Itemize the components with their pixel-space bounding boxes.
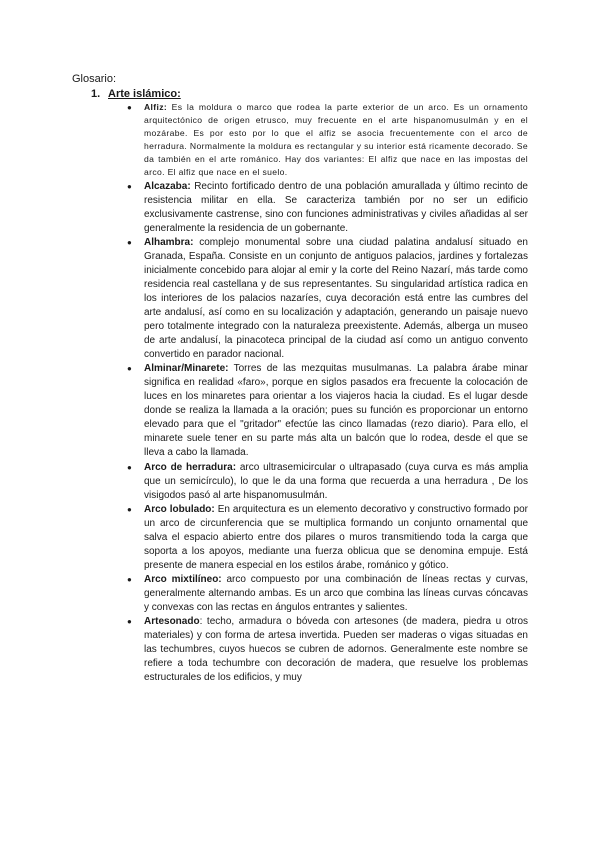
section-title: Arte islámico: — [108, 88, 181, 100]
entry-term: Alfiz: — [144, 102, 168, 112]
entry-text: Torres de las mezquitas musulmanas. La palabra árabe minar significa en realidad «faro», porque en siglos pasados era frecuente la colocación de luces en los minaretes para orientar a los viajeros hacia la ciudad. Es el lugar desde donde se realiza la llamada a la oración; pues su función es proporcionar un entorno elevado para que el "gritador" efectúe las cinco llamadas (rezo diario). Para ello, el minarete suele tener en su parte más alta un balcón que lo rodea, desde el que se lleva a cabo la llamada. — [144, 363, 528, 459]
bullet-icon: ● — [127, 574, 132, 584]
bullet-icon: ● — [127, 103, 133, 112]
entry-term: Arco lobulado: — [144, 503, 215, 515]
entry-term: Alminar/Minarete: — [144, 363, 229, 375]
glossary-label: Glosario: — [72, 73, 117, 85]
glossary-entry-alhambra — [127, 236, 528, 362]
glossary-entry-arco-mixtilineo — [127, 573, 528, 615]
glossary-entry-artesonado — [127, 615, 528, 685]
bullet-icon: ● — [127, 504, 132, 514]
glossary-entry-alminar — [127, 362, 528, 460]
entry-text: : techo, armadura o bóveda con artesones (de madera, piedra u otros materiales) y con forma de artesa invertida. Pueden ser maderas o vigas situadas en las techumbres, cuyos huecos se cubren de adornos. Generalmente este nombre se refiere a toda techumbre con decoración de madera, que resuelve los problemas estructurales de los edificios, y muy — [144, 616, 528, 684]
entry-term: Alhambra: — [144, 236, 194, 248]
bullet-icon: ● — [127, 462, 132, 472]
glossary-entry-alfiz — [127, 101, 528, 180]
glossary-entry-arco-lobulado — [127, 503, 528, 573]
entry-text: complejo monumental sobre una ciudad palatina andalusí situado en Granada, España. Consiste en un conjunto de antiguos palacios, jardines y fortalezas inicialmente concebido para alojar al emir y la corte del Reino Nazarí, más tarde como residencia real castellana y de sus representantes. Su singularidad artística radica en los interiores de los palacios nazaríes, cuya decoración está entre las cumbres del arte andalusí, así como en su localización y adaptación, generando un paisaje nuevo pero totalmente integrado con la naturaleza preexistente. Además, alberga un museo de arte andalusí, la pinacoteca principal de la ciudad así como un antiguo convento convertido en parador nacional. — [144, 236, 528, 361]
entry-term: Alcazaba: — [144, 180, 191, 192]
entry-text: arco compuesto por una combinación de líneas rectas y curvas, generalmente alternando ambas. Es un arco que combina las líneas curvas cóncavas y convexas con las rectas en ángulos entrantes y salientes. — [144, 573, 528, 613]
bullet-icon: ● — [127, 617, 132, 627]
glossary-entry-alcazaba — [127, 180, 528, 236]
entry-term: Arco mixtilíneo: — [144, 573, 222, 585]
section-number: 1. — [91, 88, 101, 100]
entry-text: Recinto fortificado dentro de una población amurallada y último recinto de resistencia militar en ella. Se caracteriza también por no ser un edificio exclusivamente castrense, sino con funciones administrativas y civiles añadidas al ser generalmente la residencia de un gobernante. — [144, 180, 528, 234]
bullet-icon: ● — [127, 237, 132, 247]
glossary-entry-arco-herradura — [127, 461, 529, 503]
bullet-icon: ● — [127, 181, 132, 191]
section-heading — [91, 88, 181, 100]
entry-text: Es la moldura o marco que rodea la parte exterior de un arco. Es un ornamento arquitectónico de origen etrusco, muy frecuente en el arte hispanomusulmán y en el mozárabe. Es por esto por lo que el alfiz se asocia frecuentemente con el arco de herradura. Normalmente la moldura es rectangular y su interior está ricamente decorado. Se da también en el arte románico. Hay dos variantes: El alfiz que nace en las impostas del arco. El alfiz que nace en el suelo. — [144, 102, 528, 178]
entry-term: Artesonado — [144, 616, 200, 628]
entry-text: arco ultrasemicircular o ultrapasado (cuya curva es más amplia que un semicírculo), lo que le da una forma que recuerda a una herradura , De los visigodos pasó al arte hispanomusulmán. — [144, 461, 529, 501]
bullet-icon: ● — [127, 364, 132, 374]
glossary-list — [127, 101, 529, 685]
entry-text: En arquitectura es un elemento decorativo y constructivo formado por un arco de circunferencia que se multiplica formando un conjunto ornamental que salva el espacio abierto entre dos pilares o muros transmitiendo toda la carga que soporta a los apoyos, mediante una fuerza oblicua que se denomina empuje. Está presente de manera especial en los estilos árabe, románico y gótico. — [144, 503, 528, 571]
entry-term: Arco de herradura: — [144, 461, 237, 473]
